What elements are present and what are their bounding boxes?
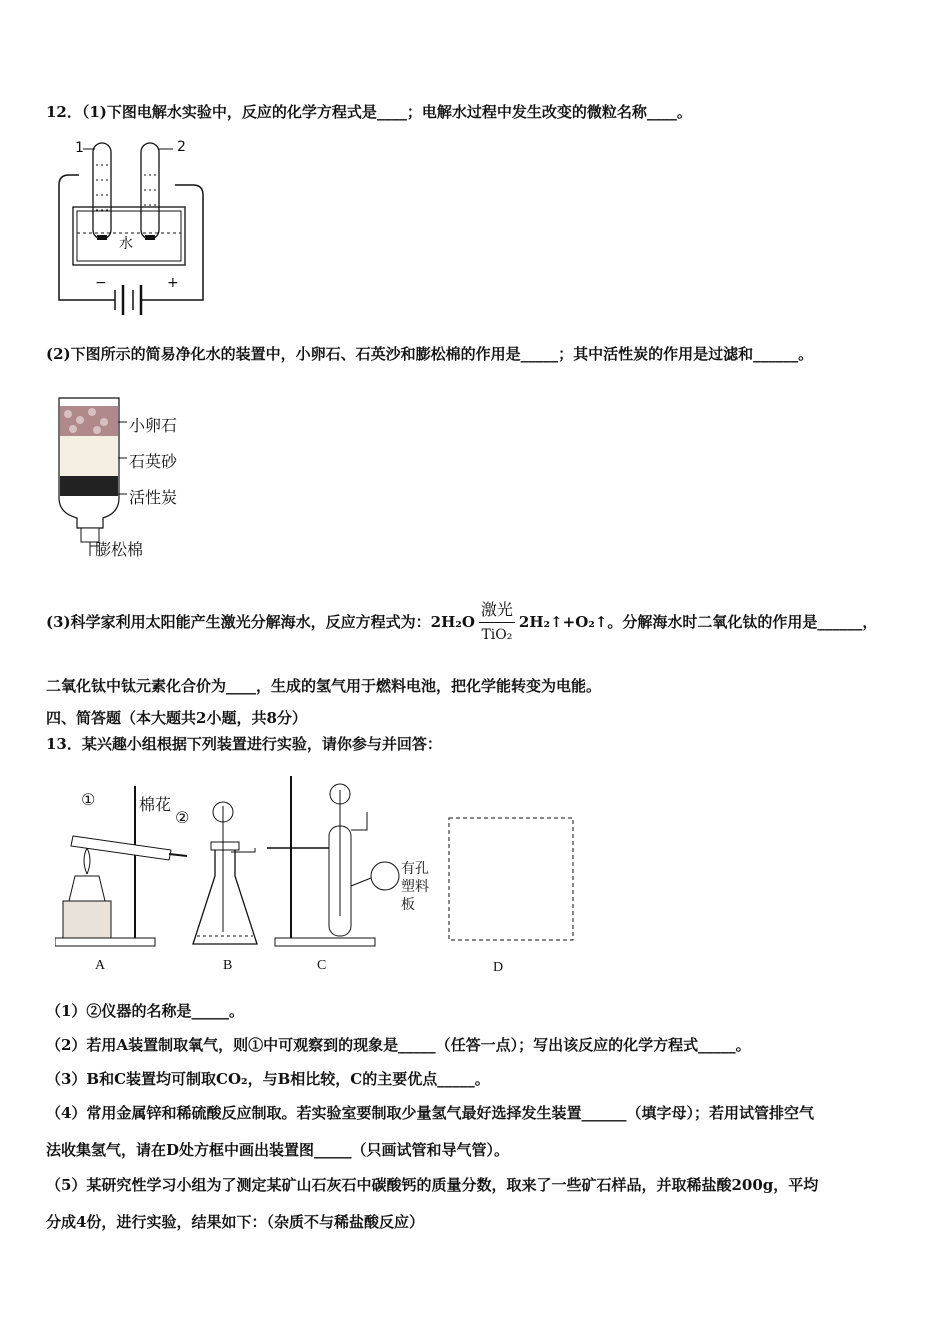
label-circle2: ② xyxy=(175,808,190,827)
layer-pebbles-label: 小卵石 xyxy=(129,416,178,435)
q13-sub5-line2: 分成4份，进行实验，结果如下：（杂质不与稀盐酸反应） xyxy=(46,1213,424,1231)
layer-sand-label: 石英砂 xyxy=(129,452,178,471)
reaction-condition xyxy=(479,600,515,645)
label-C: C xyxy=(317,958,327,973)
q12-part3-text xyxy=(46,600,877,644)
section-heading: 四、简答题（本大题共2小题，共8分） xyxy=(46,709,307,727)
battery-minus-label: − xyxy=(95,275,107,291)
condition-laser: 激光 xyxy=(479,600,515,623)
cotton-label: 膨松棉 xyxy=(95,540,144,559)
q13-sub4-line2: 法收集氢气，请在D处方框中画出装置图_____（只画试管和导气管）。 xyxy=(46,1141,510,1159)
water-label: 水 xyxy=(119,236,133,252)
q13-stem: 13．某兴趣小组根据下列装置进行实验，请你参与并回答： xyxy=(46,735,442,753)
label-A: A xyxy=(95,958,106,973)
q12-part3-suffix: 2H₂↑+O₂↑。分解海水时二氧化钛的作用是______， xyxy=(518,613,878,631)
tube1-label: 1 xyxy=(75,140,84,156)
electrolysis-figure xyxy=(55,135,215,315)
q12-part3-line2: 二氧化钛中钛元素化合价为____，生成的氢气用于燃料电池，把化学能转变为电能。 xyxy=(46,677,602,695)
battery-plus-label: + xyxy=(167,275,179,291)
label-B: B xyxy=(223,958,233,973)
q13-sub2: （2）若用A装置制取氧气，则①中可观察到的现象是_____（任答一点）；写出该反应的化学方程式_____。 xyxy=(46,1036,751,1054)
water-purifier-figure xyxy=(55,378,205,563)
label-cotton: 棉花 xyxy=(139,795,172,814)
label-circle1: ① xyxy=(81,790,96,809)
tube2-label: 2 xyxy=(177,139,186,155)
q13-sub1: （1）②仪器的名称是_____。 xyxy=(46,1002,244,1020)
q12-part2-text: (2)下图所示的简易净化水的装置中，小卵石、石英沙和膨松棉的作用是_____；其中活性炭的作用是过滤和______。 xyxy=(46,345,814,363)
q13-sub5-line1: （5）某研究性学习小组为了测定某矿山石灰石中碳酸钙的质量分数，取来了一些矿石样品，并取稀盐酸200g，平均 xyxy=(46,1176,819,1194)
q13-sub3: （3）B和C装置均可制取CO₂，与B相比较，C的主要优点_____。 xyxy=(46,1070,490,1088)
layer-carbon-label: 活性炭 xyxy=(129,488,178,507)
q13-sub4-line1: （4）常用金属锌和稀硫酸反应制取。若实验室要制取少量氢气最好选择发生装置______（填字母）；若用试管排空气 xyxy=(46,1104,814,1122)
condition-catalyst: TiO₂ xyxy=(481,626,513,643)
label-D: D xyxy=(493,960,504,975)
apparatus-figure xyxy=(55,776,595,986)
q12-part3-prefix: (3)科学家利用太阳能产生激光分解海水，反应方程式为：2H₂O xyxy=(46,613,475,631)
label-plastic-plate: 有孔塑料板 xyxy=(401,861,429,913)
q12-part1-text: 12．（1)下图电解水实验中，反应的化学方程式是____；电解水过程中发生改变的微粒名称____。 xyxy=(46,103,692,121)
